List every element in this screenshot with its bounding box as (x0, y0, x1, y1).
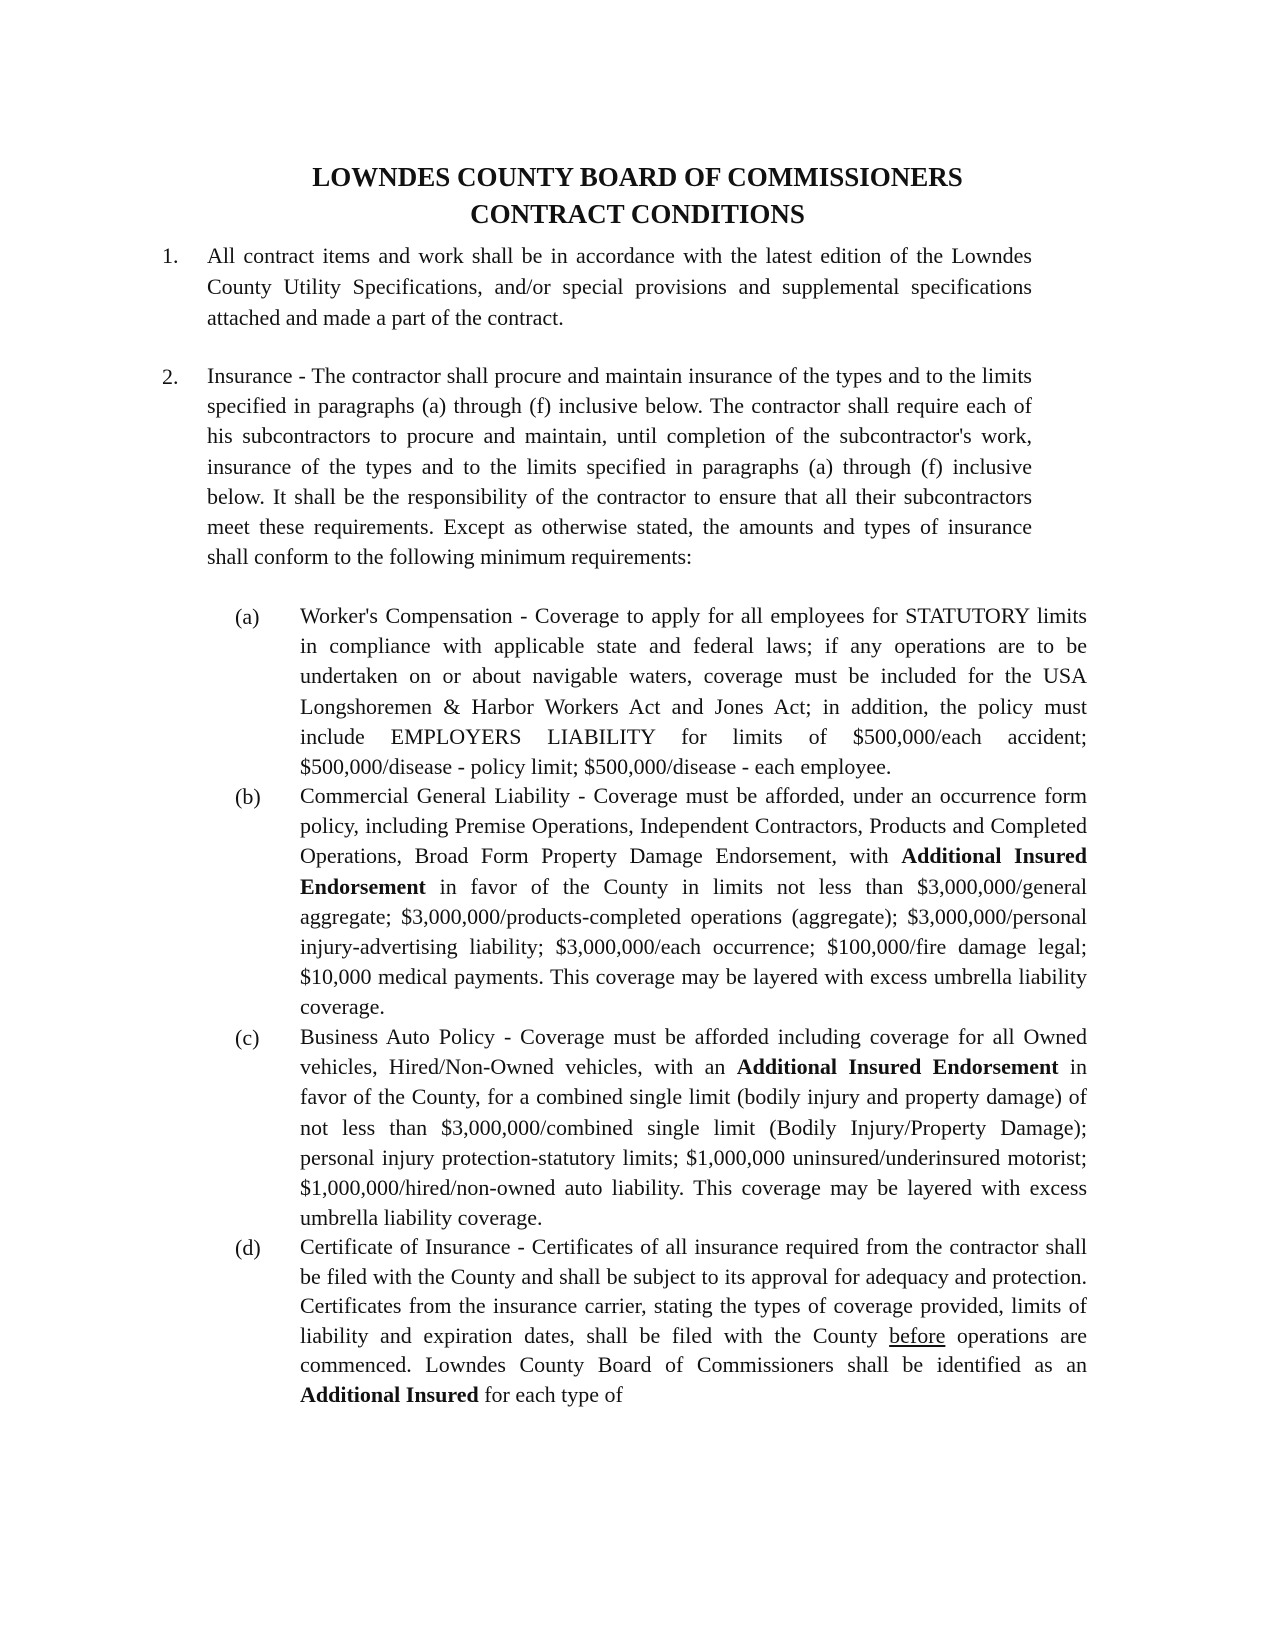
subitem-d-text-part1: Certificate of Insurance - Certificates of all insurance required from the contractor shall be filed with the County and shall be subject to its approval for adequacy and protection. Certificates from the insurance carrier, stating the types of coverage provided, limits of liability and expiration dates, shall be filed with the County (300, 1234, 1087, 1348)
item-2-text: Insurance - The contractor shall procure and maintain insurance of the types and to the limits specified in paragraphs (a) through (f) inclusive below. The contractor shall require each of his subcontractors to procure and maintain, until completion of the subcontractor's work, insurance of the types and to the limits specified in paragraphs (a) through (f) inclusive below. It shall be the responsibility of the contractor to ensure that all their subcontractors meet these requirements. Except as otherwise stated, the amounts and types of insurance shall conform to the following minimum requirements: (207, 363, 1032, 570)
subitem-c-bold: Additional Insured Endorsement (736, 1054, 1059, 1080)
subitem-a-label: (a) (235, 604, 260, 629)
item-1-text: All contract items and work shall be in accordance with the latest edition of the Lowndes County Utility Specifications, and/or special provisions and supplemental specifications attached and made a part of the contract. (207, 243, 1032, 331)
subitem-b-bold: Additional Insured Endorsement (300, 843, 1088, 899)
subitem-b-text-part1: Commercial General Liability - Coverage must be afforded, under an occurrence form policy, including Premise Operations, Independent Contractors, Products and Completed Operations, Broad Form Property Damage Endorsement, with (300, 783, 1087, 869)
document-title: LOWNDES COUNTY BOARD OF COMMISSIONERS (312, 162, 963, 192)
subitem-b-text (300, 781, 1087, 1023)
subitem-c-text-part2: in favor of the County, for a combined single limit (bodily injury and property damage) of not less than $3,000,000/combined single limit (Bodily Injury/Property Damage); personal injury protection-statutory limits; $1,000,000 uninsured/underinsured motorist; $1,000,000/hired/non-owned auto liability. This coverage may be layered with excess umbrella liability coverage. (300, 1054, 1087, 1231)
subitem-c-label: (c) (235, 1025, 260, 1050)
subitem-b-text-part2: in favor of the County in limits not less than $3,000,000/general aggregate; $3,000,000/products-completed operations (aggregate); $3,000,000/personal injury-advertising liability; $3,000,000/each occurrence; $100,000/fire damage legal; $10,000 medical payments. This coverage may be layered with excess umbrella liability coverage. (300, 873, 1087, 1020)
document-subtitle: CONTRACT CONDITIONS (470, 199, 805, 229)
subitem-d-bold: Additional Insured (300, 1381, 479, 1407)
item-1-number: 1. (162, 243, 179, 268)
subitem-d-underline: before (889, 1322, 946, 1348)
subitem-d-label: (d) (235, 1235, 261, 1260)
subitem-d-text (300, 1232, 1087, 1410)
subitem-d-text-part2: operations are commenced. Lowndes County Board of Commissioners shall be identified as an (300, 1322, 1087, 1378)
subitem-a-text: Worker's Compensation - Coverage to apply for all employees for STATUTORY limits in compliance with applicable state and federal laws; if any operations are to be undertaken on or about navigable waters, coverage must be included for the USA Longshoremen & Harbor Workers Act and Jones Act; in addition, the policy must include EMPLOYERS LIABILITY for limits of $500,000/each accident; $500,000/disease - policy limit; $500,000/disease - each employee. (300, 603, 1087, 780)
item-2-number: 2. (162, 364, 179, 389)
subitem-c-text (300, 1022, 1087, 1233)
subitem-b-label: (b) (235, 784, 261, 809)
subitem-d-text-part3: for each type of (478, 1381, 623, 1407)
subitem-c-text-part1: Business Auto Policy - Coverage must be afforded including coverage for all Owned vehicles, Hired/Non-Owned vehicles, with an (300, 1024, 1087, 1080)
